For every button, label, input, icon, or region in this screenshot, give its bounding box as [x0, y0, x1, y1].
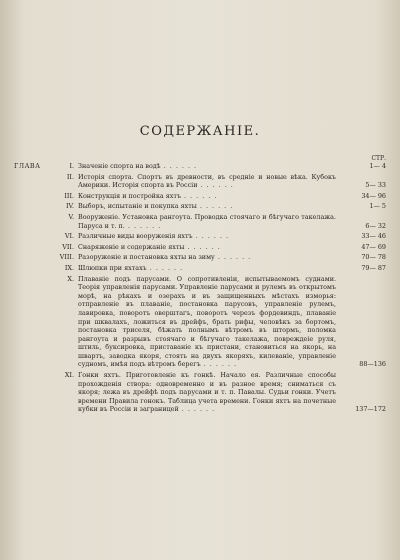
toc-entry	[14, 173, 386, 190]
chapter-title	[78, 202, 386, 211]
page-range: 6— 32	[365, 221, 386, 230]
chapter-title-text: Вооруженіе. Установка рангоута. Проводка стоячаго и бѣгучаго такелажа. Паруса и т. п.	[78, 212, 336, 230]
chapter-label: ГЛАВА	[14, 162, 41, 170]
toc-entry	[14, 243, 386, 252]
page-range: 137—172	[355, 405, 386, 414]
chapter-number: VII.	[62, 242, 74, 251]
leader-dots: . . . . . .	[124, 221, 162, 230]
chapter-number: IV.	[65, 202, 74, 211]
toc-entry	[14, 202, 386, 211]
page-range: 5— 33	[365, 181, 386, 190]
page-range: 79— 87	[361, 263, 386, 272]
toc-list	[14, 162, 386, 416]
page-range: 33— 46	[361, 232, 386, 241]
chapter-title	[78, 243, 386, 252]
chapter-title-text: Конструкція и постройка яхтъ	[78, 191, 182, 200]
chapter-number: II.	[66, 172, 74, 181]
chapter-number: V.	[68, 212, 74, 221]
leader-dots: . . . . . .	[214, 253, 252, 262]
leader-dots: . . . . . .	[160, 162, 198, 170]
leader-dots: . . . . . .	[200, 360, 238, 369]
chapter-title	[78, 162, 386, 171]
toc-entry	[14, 162, 386, 171]
chapter-number: I.	[69, 162, 74, 170]
chapter-title	[78, 275, 386, 370]
leader-dots: . . . . . .	[196, 202, 234, 211]
leader-dots: . . . . . .	[178, 405, 216, 414]
page-range: 88—136	[359, 360, 386, 369]
toc-entry	[14, 192, 386, 201]
chapter-title-text: Гонки яхтъ. Приготовленіе къ гонкѣ. Начало ея. Различные способы прохожденія створа: одновременно и въ разное время; сниматься съ якоря; лежа въ дрейфѣ подъ парусами и т. п. Павалы. Судьи гонки. Учетъ времени Правила гонокъ. Таблица учета времени. Гонки яхтъ на почетные кубки въ Россіи и заграницей	[78, 371, 336, 414]
page-range: 70— 78	[361, 253, 386, 262]
chapter-title	[78, 264, 386, 273]
chapter-title-text: Плаваніе подъ парусами. О сопротивленіи, испытываемомъ суднами. Теорія управленія парусами. Управленіе парусами и рулемъ въ открытомъ морѣ, на рѣкахъ и озерахъ и въ защищенныхъ мѣстахъ изморья: отправленіе въ плаваніе, постановка парусовъ, управленіе рулемъ, лавировка, поворотъ оверштагъ, поворотъ черезъ фордевиндъ, плаваніе при шквалахъ, ложиться въ дрейфъ, брать рифы, человѣкъ за бортомъ, постановка триселя, бѣжать полнымъ вѣтромъ въ штормъ, поломка рангоута и разрывъ стоячаго и бѣгучаго такелажа, повреждеіе руля, штиль, буксировка, приставаніе къ пристани, становиться на якорь, на швартъ, заводка якоря, стоять на двухъ якоряхъ, килеваніе, управленіе судномъ, имѣя подъ вѣтромъ берегъ	[78, 274, 336, 369]
leader-dots: . . . . . .	[197, 181, 234, 190]
leader-dots: . . . . . .	[146, 263, 184, 272]
chapter-title-text: Значеніе спорта на водѣ	[78, 162, 161, 170]
pages-column-header: СТР.	[371, 155, 386, 162]
page-range: 1— 4	[369, 162, 386, 170]
toc-entry	[14, 275, 386, 370]
toc-entry	[14, 264, 386, 273]
chapter-title	[78, 173, 386, 190]
chapter-number: XI.	[64, 371, 74, 380]
chapter-number: IX.	[64, 263, 74, 272]
page-title: СОДЕРЖАНІЕ.	[139, 124, 261, 139]
table-of-contents	[14, 162, 386, 416]
leader-dots: . . . . . .	[181, 191, 218, 200]
chapter-title	[78, 213, 386, 230]
chapter-title-text: Снаряженіе и содержаніе яхты	[78, 242, 185, 251]
page-range: 34— 96	[361, 191, 386, 200]
toc-entry	[14, 371, 386, 414]
page-range: 47— 69	[361, 242, 386, 251]
chapter-title	[78, 253, 386, 262]
leader-dots: . . . . . .	[184, 242, 221, 251]
chapter-number: III.	[64, 191, 74, 200]
chapter-title-text: Различные виды вооруженія яхтъ	[78, 232, 193, 241]
toc-entry	[14, 232, 386, 241]
leader-dots: . . . . . .	[192, 232, 230, 241]
chapter-number: X.	[67, 274, 74, 283]
chapter-number: VIII.	[59, 253, 74, 262]
chapter-title-text: Исторія спорта. Спортъ въ древности, въ средніе и новые вѣка. Кубокъ Америки. Исторія спорта въ Россіи	[78, 172, 336, 190]
chapter-title-text: Шлюпки при яхтахъ	[78, 263, 147, 272]
chapter-title-text: Разоруженіе и постановка яхты на зиму	[78, 253, 215, 262]
page-range: 1— 5	[369, 202, 386, 211]
chapter-title-text: Выборъ, испытаніе и покупка яхты	[78, 202, 197, 211]
toc-entry	[14, 253, 386, 262]
toc-entry	[14, 213, 386, 230]
chapter-number: VI.	[64, 232, 74, 241]
chapter-title	[78, 371, 386, 414]
chapter-title	[78, 232, 386, 241]
chapter-title	[78, 192, 386, 201]
